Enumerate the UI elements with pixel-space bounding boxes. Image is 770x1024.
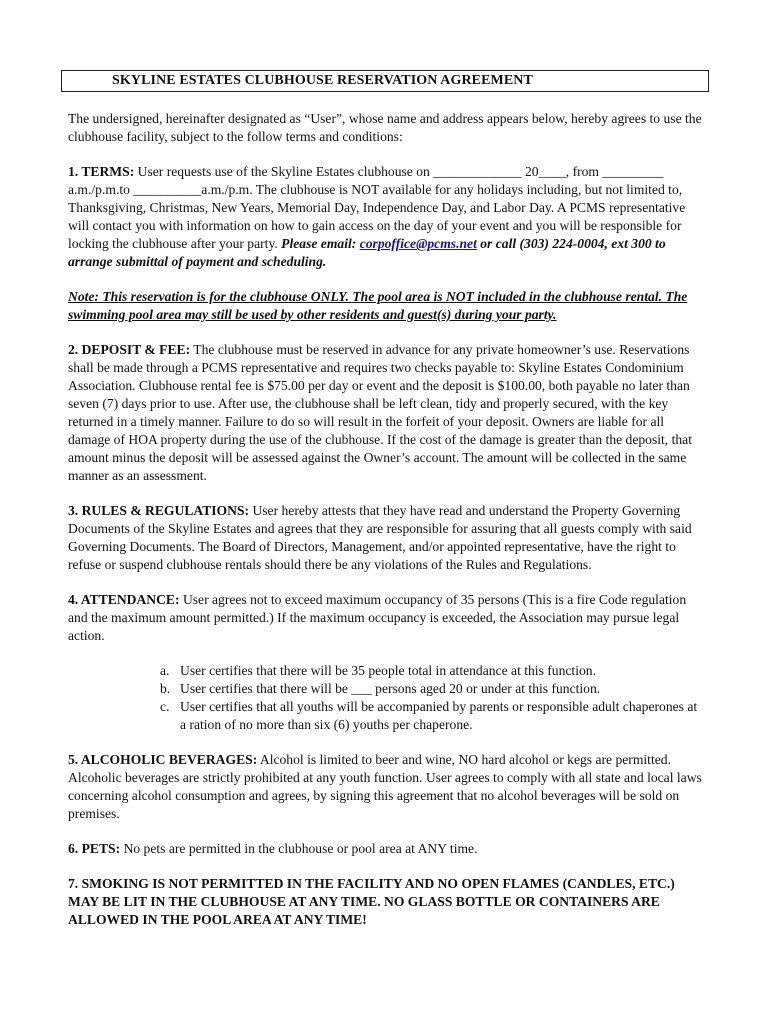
section-attendance xyxy=(68,591,704,645)
list-marker: c. xyxy=(160,699,170,714)
alcohol-text: Alcohol is limited to beer and wine, NO hard alcohol or kegs are permitted. Alcoholic beverages are strictly prohibited at any youth function. User agrees to comply with all state and local laws concerning alcohol consumption and agrees, by signing this agreement that no alcohol beverages will be sold on premises. xyxy=(68,752,702,821)
terms-text: User requests use of the Skyline Estates clubhouse on _____________ 20____, from _________ a.m./p.m.to __________a.m./p.m. The clubhouse is NOT available for any holidays including, but not limited to, Thanksgiving, Christmas, New Years, Memorial Day, Independence Day, and Labor Day. A PCMS representative will contact you with information on how to gain access on the day of your event and you will be responsible for locking the clubhouse after your party. xyxy=(68,164,686,251)
title-box xyxy=(61,70,709,92)
pets-heading: 6. PETS: xyxy=(68,841,121,856)
document-body xyxy=(68,110,704,946)
list-item xyxy=(160,698,704,734)
rules-text: User hereby attests that they have read and understand the Property Governing Documents of the Skyline Estates and agrees that they are responsible for assuring that all guests comply with said Governing Documents. The Board of Directors, Management, and/or appointed representative, have the right to refuse or suspend clubhouse rentals should there be any violations of the Rules and Regulations. xyxy=(68,503,692,572)
attendance-list xyxy=(68,662,704,734)
intro-paragraph: The undersigned, hereinafter designated as “User”, whose name and address appears below, hereby agrees to use the clubhouse facility, subject to the follow terms and conditions: xyxy=(68,111,702,144)
section-deposit xyxy=(68,341,704,485)
list-marker: b. xyxy=(160,681,171,696)
attendance-text: User agrees not to exceed maximum occupancy of 35 persons (This is a fire Code regulation and the maximum amount permitted.) If the maximum occupancy is exceeded, the Association may pursue legal action. xyxy=(68,592,687,643)
list-item-text: User certifies that all youths will be accompanied by parents or responsible adult chaperones at a ration of no more than six (6) youths per chaperone. xyxy=(180,699,698,732)
section-alcohol xyxy=(68,751,704,823)
pool-note: Note: This reservation is for the clubhouse ONLY. The pool area is NOT included in the clubhouse rental. The swimming pool area may still be used by other residents and guest(s) during your party. xyxy=(68,289,688,322)
list-item xyxy=(160,680,704,698)
section-terms xyxy=(68,163,704,271)
deposit-heading: 2. DEPOSIT & FEE: xyxy=(68,342,191,357)
alcohol-heading: 5. ALCOHOLIC BEVERAGES: xyxy=(68,752,258,767)
document-title: SKYLINE ESTATES CLUBHOUSE RESERVATION AGREEMENT xyxy=(112,73,533,88)
email-prompt: Please email: xyxy=(281,236,357,251)
deposit-text: The clubhouse must be reserved in advance for any private homeowner’s use. Reservations shall be made through a PCMS representative and requires two checks payable to: Skyline Estates Condominium Association. Clubhouse rental fee is $75.00 per day or event and the deposit is $100.00, both payable no later than seven (7) days prior to use. After use, the clubhouse shall be left clean, tidy and properly secured, with the key returned in a timely manner. Failure to do so will result in the forfeit of your deposit. Owners are liable for all damage of HOA property during the use of the clubhouse. If the cost of the damage is greater than the deposit, that amount minus the deposit will be assessed against the Owner’s account. The amount will be collected in the same manner as an assessment. xyxy=(68,342,692,483)
section-rules xyxy=(68,502,704,574)
list-item-text: User certifies that there will be ___ persons aged 20 or under at this function. xyxy=(180,681,601,696)
email-link[interactable]: corpoffice@pcms.net xyxy=(359,236,477,251)
terms-heading: 1. TERMS: xyxy=(68,164,135,179)
pets-text: No pets are permitted in the clubhouse or pool area at ANY time. xyxy=(123,841,478,856)
section-smoking: 7. SMOKING IS NOT PERMITTED IN THE FACILITY AND NO OPEN FLAMES (CANDLES, ETC.) MAY BE LIT IN THE CLUBHOUSE AT ANY TIME. NO GLASS BOTTLE OR CONTAINERS ARE ALLOWED IN THE POOL AREA AT ANY TIME! xyxy=(68,876,675,927)
attendance-heading: 4. ATTENDANCE: xyxy=(68,592,180,607)
list-item-text: User certifies that there will be 35 people total in attendance at this function. xyxy=(180,663,596,678)
list-item xyxy=(160,662,704,680)
list-marker: a. xyxy=(160,663,170,678)
email-suffix: or call (303) 224-0004, ext 300 to arrange submittal of payment and scheduling. xyxy=(68,236,666,269)
section-pets xyxy=(68,840,704,858)
rules-heading: 3. RULES & REGULATIONS: xyxy=(68,503,250,518)
